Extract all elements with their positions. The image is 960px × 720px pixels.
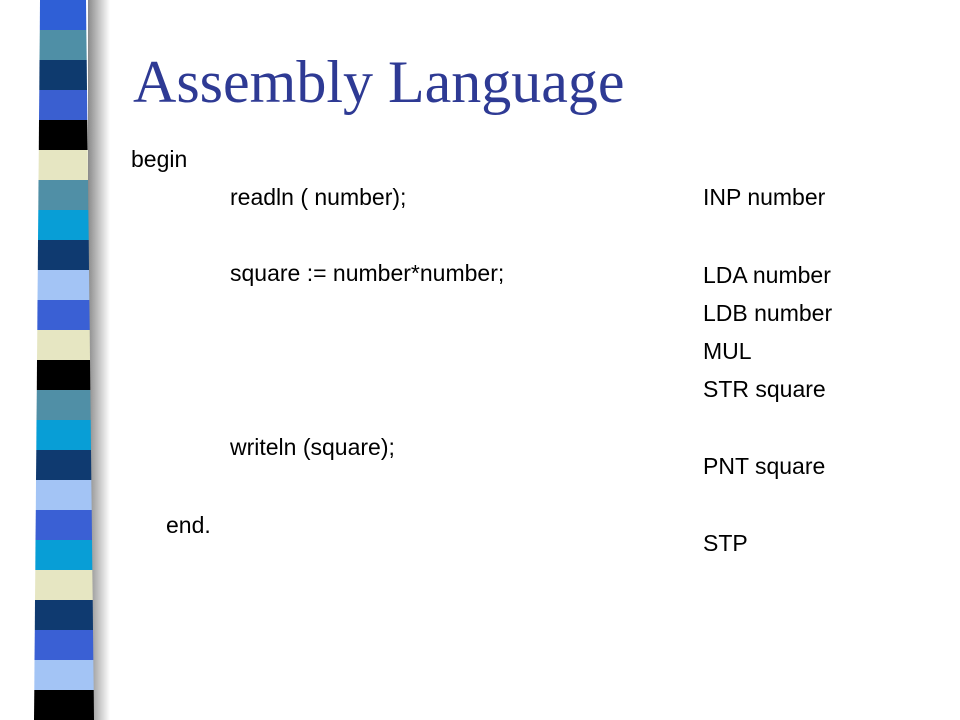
stripe-block (37, 330, 90, 360)
pascal-assignment: square := number*number; (230, 260, 505, 286)
stripe-block (38, 180, 88, 210)
stripe-block (35, 570, 93, 600)
pascal-begin: begin (131, 146, 188, 172)
asm-pnt: PNT square (703, 453, 826, 479)
stripe-block (37, 360, 91, 390)
pascal-writeln: writeln (square); (230, 434, 395, 460)
stripe-block (34, 660, 93, 690)
stripe-block (35, 540, 92, 570)
slide-title: Assembly Language (133, 49, 625, 115)
stripe-block (39, 60, 87, 90)
stripe-block (37, 390, 91, 420)
stripe-block (35, 630, 94, 660)
asm-stp: STP (703, 530, 748, 556)
stripe-block (38, 210, 89, 240)
stripe-block (39, 90, 87, 120)
asm-mul: MUL (703, 338, 752, 364)
stripe-block (36, 480, 92, 510)
stripe-block (38, 240, 89, 270)
pascal-end: end. (166, 512, 211, 538)
stripe-block (36, 510, 93, 540)
stripe-block (34, 690, 94, 720)
stripe-block (39, 120, 88, 150)
stripe-block (35, 600, 93, 630)
stripe-block (36, 450, 91, 480)
stripe-block (36, 420, 91, 450)
asm-str: STR square (703, 376, 826, 402)
stripe-block (39, 150, 89, 180)
stripe-block (40, 30, 87, 60)
stripe-block (38, 270, 90, 300)
asm-lda: LDA number (703, 262, 831, 288)
asm-ldb: LDB number (703, 300, 833, 326)
stripe-block (37, 300, 89, 330)
decorative-stripe (0, 0, 112, 720)
asm-inp: INP number (703, 184, 826, 210)
stripe-block (40, 0, 87, 30)
pascal-readln: readln ( number); (230, 184, 407, 210)
